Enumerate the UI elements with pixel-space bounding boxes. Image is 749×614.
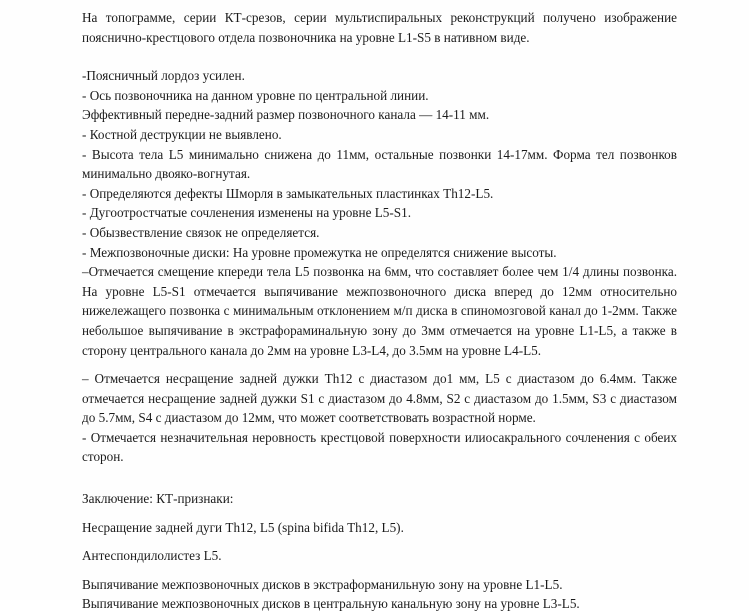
finding-schmorl-defects: - Определяются дефекты Шморля в замыкательных пластинках Th12-L5. bbox=[82, 185, 494, 201]
finding-canal-size: Эффективный передне-задний размер позвоночного канала — 14-11 мм. bbox=[82, 107, 490, 123]
spacer bbox=[82, 566, 677, 575]
finding-intervertebral-discs: - Межпозвоночные диски: На уровне промежутка не определятся снижение высоты. bbox=[82, 244, 557, 260]
conclusion-item-anterolisthesis: Антеспондилолистез L5. bbox=[82, 548, 222, 564]
spacer bbox=[82, 47, 677, 66]
conclusion-item-central-canal: Выпячивание межпозвоночных дисков в центральную канальную зону на уровне L3-L5. bbox=[82, 596, 580, 612]
paragraph-nonunion: – Отмечается несращение задней дужки Th12 с диастазом до1 мм, L5 с диастазом до 6.4мм. Также отмечается несращение задней дужки S1 с диастазом до 4.8мм, S2 с диастазом до 1.5мм, S3 с диастазом до 5.7мм, S4 с диастазом до 12мм, что может соответствовать возрастной норме. bbox=[82, 371, 677, 426]
paragraph-listhesis: –Отмечается смещение кпереди тела L5 позвонка на 6мм, что составляет более чем 1/4 длины позвонка. На уровне L5-S1 отмечается выпячивание межпозвоночного диска вперед до 12мм относительно нижележащего позвонка с минимальным отклонением м/п диска в спиномозговой канал до 1-2мм. Также небольшое выпячивание в экстрафораминальную зону до 3мм отмечается на уровне L1-L5, а также в сторону центрального канала до 2мм на уровне L3-L4, до 3.5мм на уровне L4-L5. bbox=[82, 264, 677, 358]
conclusion-item-spina-bifida: Несращение задней дуги Th12, L5 (spina bifida Th12, L5). bbox=[82, 519, 404, 535]
intro-paragraph: На топограмме, серии КТ-срезов, серии мультиспиральных реконструкций получено изображение пояснично-крестцового отдела позвоночника на уровне L1-S5 в нативном виде. bbox=[82, 10, 677, 45]
finding-ligament-calcification: - Обызвествление связок не определяется. bbox=[82, 224, 320, 240]
conclusion-item-extraforaminal: Выпячивание межпозвоночных дисков в экстраформанильную зону на уровне L1-L5. bbox=[82, 576, 563, 592]
finding-facet-joints: - Дугоотростчатые сочленения изменены на уровне L5-S1. bbox=[82, 205, 411, 221]
document-body bbox=[82, 8, 677, 614]
finding-l5-height: - Высота тела L5 минимально снижена до 11мм, остальные позвонки 14-17мм. Форма тел позвонков минимально двояко-вогнутая. bbox=[82, 146, 677, 182]
finding-lordosis: -Поясничный лордоз усилен. bbox=[82, 68, 245, 84]
spacer bbox=[82, 467, 677, 489]
spacer bbox=[82, 360, 677, 369]
spacer bbox=[82, 537, 677, 546]
conclusion-heading: Заключение: КТ-признаки: bbox=[82, 491, 234, 507]
finding-spine-axis: - Ось позвоночника на данном уровне по центральной линии. bbox=[82, 87, 429, 103]
finding-bone-destruction: - Костной деструкции не выявлено. bbox=[82, 126, 282, 142]
spacer bbox=[82, 509, 677, 518]
paragraph-sacral-surface: - Отмечается незначительная неровность крестцовой поверхности илиосакрального сочленения с обеих сторон. bbox=[82, 429, 677, 465]
